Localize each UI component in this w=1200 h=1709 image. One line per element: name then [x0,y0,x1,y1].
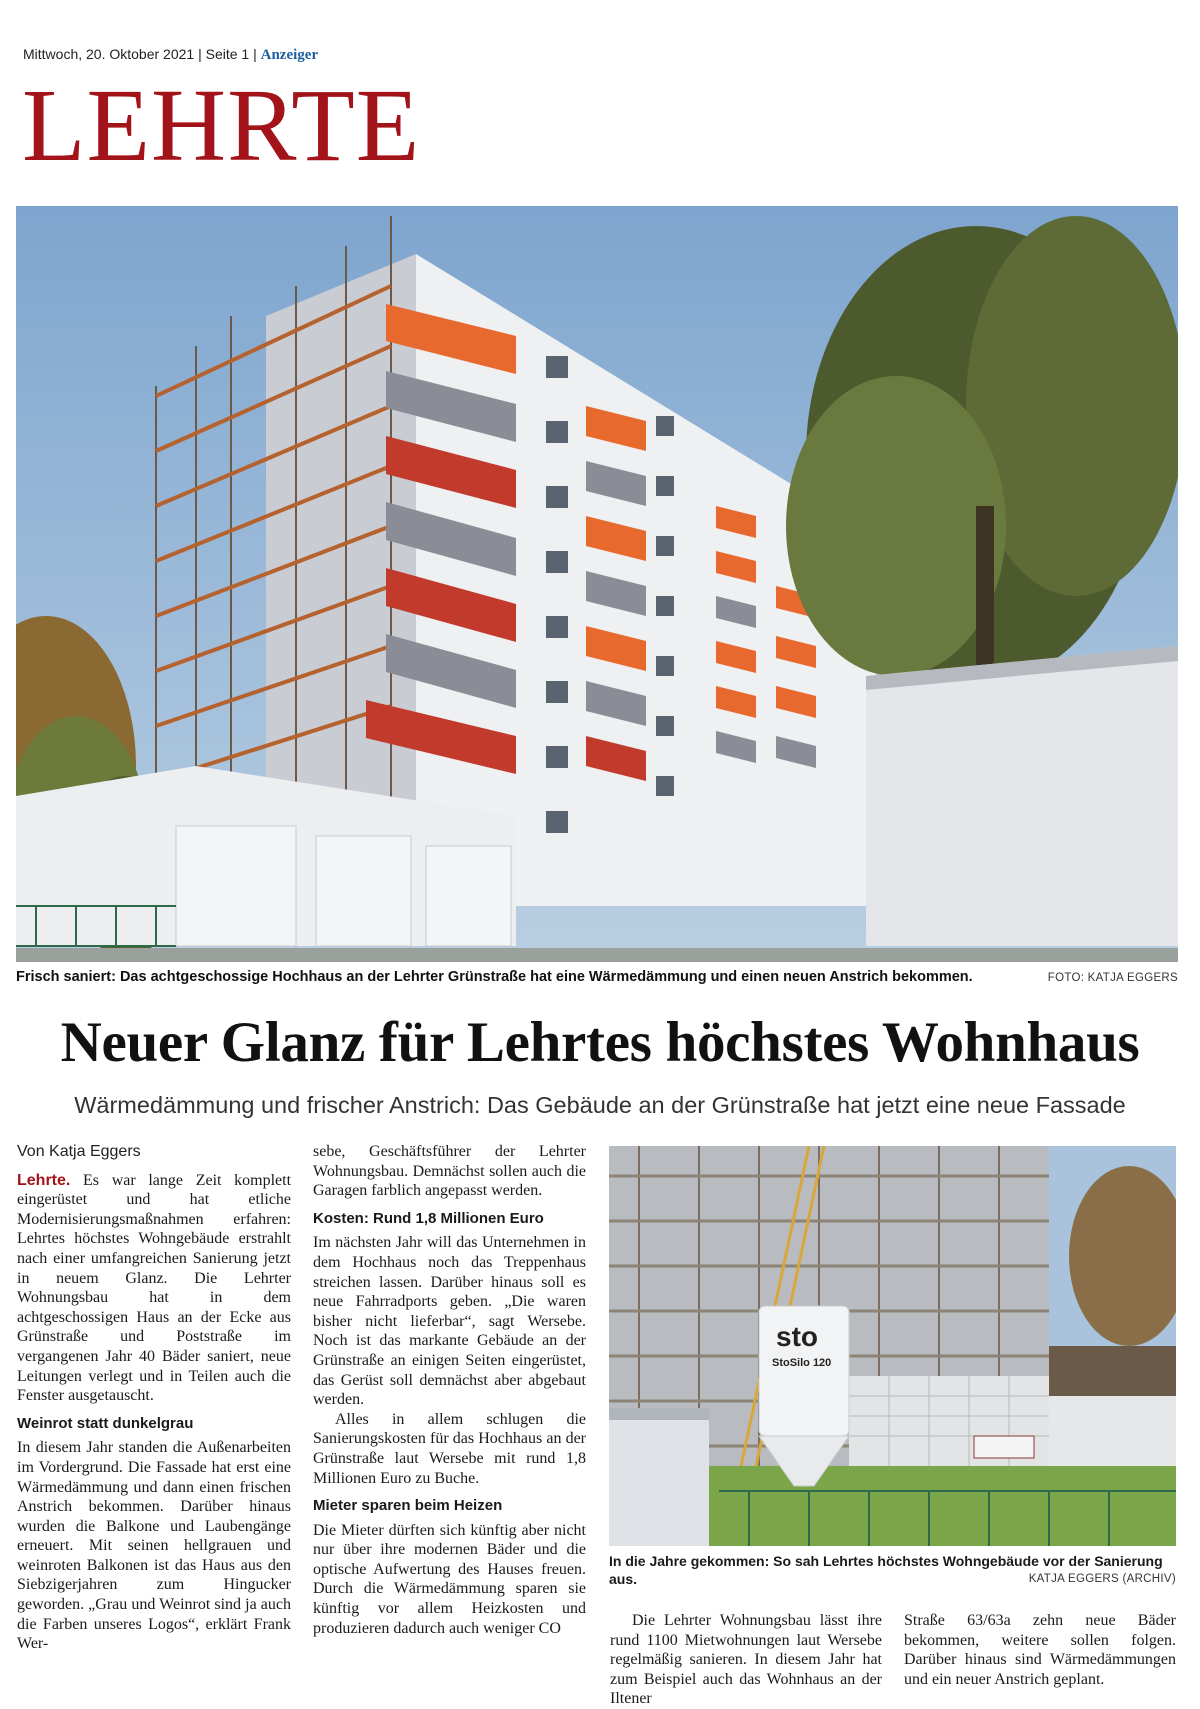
article-headline: Neuer Glanz für Lehrtes höchstes Wohnhaus [60,1011,1140,1074]
main-photo-credit: FOTO: KATJA EGGERS [1047,972,1178,984]
byline: Von Katja Eggers [17,1143,141,1160]
dateline-text: Mittwoch, 20. Oktober 2021 | Seite 1 | [23,46,257,62]
article-column-1 [17,1142,291,1654]
paragraph-text: Es war lange Zeit komplett eingerüstet und hat etliche Modernisierungsmaßnahmen erfahren: Lehrtes höchstes Wohngebäude erstrahlt nach einer umfangreichen Sanierung jetzt in neuem Glanz. Die Lehrter Wohnungsbau hat in dem achtgeschossigen Haus an der Ecke aus Grünstraße und Poststraße im vergangenen Jahr 40 Bäder saniert, neue Leitungen verlegt und in Teilen auch die Fenster ausgetauscht. [17,1171,292,1405]
subheading: Kosten: Rund 1,8 Millionen Euro [313,1209,544,1227]
silo-brand: sto [776,1321,818,1352]
main-photo [16,206,1178,962]
article-column-2 [313,1142,586,1638]
main-photo-caption: Frisch saniert: Das achtgeschossige Hochhaus an der Lehrter Grünstraße hat eine Wärmedämmung und einen neuen Anstrich bekommen. [16,969,973,985]
subheading: Mieter sparen beim Heizen [313,1497,503,1515]
archive-photo-caption: In die Jahre gekommen: So sah Lehrtes höchstes Wohngebäude vor der Sanierung aus. [609,1553,1163,1587]
article-column-4 [904,1611,1176,1689]
dateline [23,46,318,64]
subheading: Weinrot statt dunkelgrau [17,1414,194,1432]
paragraph: Alles in allem schlugen die Sanierungskosten für das Hochhaus an der Grünstraße laut Wersebe mit rund 1,8 Millionen Euro zu Buche. [313,1410,586,1487]
article-column-3 [610,1611,882,1709]
paragraph: Die Mieter dürften sich künftig aber nicht nur über ihre modernen Bäder und die optische Aufwertung des Hauses freuen. Durch die Wärmedämmung sparen sie künftig vor allem Heizkosten und produzieren dadurch auch weniger CO [313,1521,586,1637]
section-masthead: LEHRTE [22,68,421,183]
silo-label: StoSilo 120 [772,1357,832,1369]
paragraph: sebe, Geschäftsführer der Lehrter Wohnungsbau. Demnächst sollen auch die Garagen farblich angepasst werden. [313,1143,586,1200]
paragraph [17,1171,291,1406]
paragraph: In diesem Jahr standen die Außenarbeiten im Vordergrund. Die Fassade hat erst eine Wärmedämmung und dann einen frischen Anstrich bekommen. Darüber hinaus wurden die Balkone und Laubengänge erneuert. Mit seinen hellgrauen und weinroten Balkonen ist das Haus aus den Siebzigerjahren zum Hingucker geworden. „Grau und Weinrot sind ja auch die Farben unseres Logos“, erklärt Frank Wer- [17,1439,291,1653]
newspaper-brand: Anzeiger [260,47,319,63]
paragraph: Im nächsten Jahr will das Unternehmen in dem Hochhaus noch das Treppenhaus streichen lassen. Darüber hinaus soll es neue Fahrradports geben. „Die waren bisher nicht lieferbar“, sagt Wersebe. Noch ist das markante Gebäude an der Grünstraße an einigen Seiten eingerüstet, das Gerüst soll demnächst aber abgebaut werden. [313,1234,586,1409]
archive-photo-credit: KATJA EGGERS (ARCHIV) [1028,1573,1176,1585]
paragraph: Straße 63/63a zehn neue Bäder bekommen, weitere sollen folgen. Darüber hinaus sind Wärmedämmungen und ein neuer Anstrich geplant. [904,1612,1176,1688]
archive-photo [609,1146,1176,1546]
article-dateline: Lehrte. [17,1171,71,1189]
paragraph: Die Lehrter Wohnungsbau lässt ihre rund 1100 Mietwohnungen laut Wersebe regelmäßig sanieren. In diesem Jahr hat zum Beispiel auch das Wohnhaus an der Iltener [610,1612,882,1708]
article-subheadline: Wärmedämmung und frischer Anstrich: Das Gebäude an der Grünstraße hat jetzt eine neue Fassade [74,1092,1126,1118]
